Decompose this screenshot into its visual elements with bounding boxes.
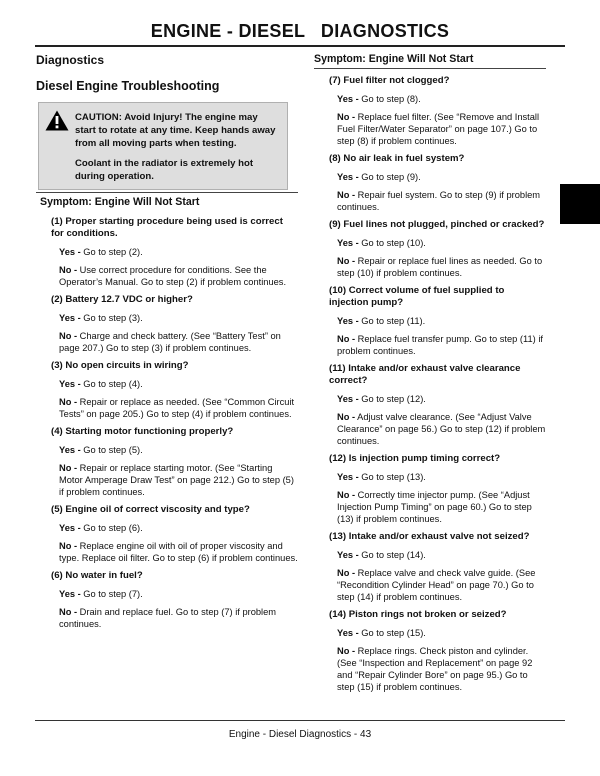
answer-label: Yes - [59,313,81,323]
answer-text: Replace engine oil with oil of proper viscosity and type. Replace oil filter. Go to step (6) if problem continues. [59,541,298,563]
step-answer-yes [329,237,546,249]
page-footer: Engine - Diesel Diagnostics - 43 [228,729,372,740]
answer-label: No - [337,256,356,266]
step-question: (5) Engine oil of correct viscosity and type? [51,504,250,515]
step-answer-yes [329,93,546,105]
answer-label: No - [59,463,78,473]
answer-label: No - [337,646,356,656]
answer-text: Go to step (7). [80,589,143,599]
answer-label: No - [337,334,356,344]
answer-text: Go to step (2). [80,247,143,257]
left-column [36,49,298,630]
step-answer-yes [51,522,298,534]
answer-label: Yes - [337,394,359,404]
section-tab [560,184,600,224]
step-answer-no [329,645,546,693]
step-question: (10) Correct volume of fuel supplied to injection pump? [329,285,505,308]
answer-label: No - [59,397,78,407]
answer-text: Go to step (8). [358,94,421,104]
answer-text: Replace fuel transfer pump. Go to step (11) if problem continues. [337,334,543,356]
answer-text: Replace fuel filter. (See “Remove and Install Fuel Filter/Water Separator” on page 107.) Go to step (8) if problem continues. [337,112,540,146]
step-answer-no [51,264,298,288]
answer-label: Yes - [59,589,81,599]
answer-text: Go to step (15). [358,628,426,638]
answer-label: Yes - [337,238,359,248]
step-answer-no [51,396,298,420]
step-list [314,75,546,693]
step-question: (4) Starting motor functioning properly? [51,426,234,437]
answer-text: Go to step (10). [358,238,426,248]
answer-label: Yes - [337,316,359,326]
caution-text: CAUTION: Avoid Injury! The engine may start to rotate at any time. Keep hands away from all moving parts when testing. [75,112,276,149]
answer-text: Repair fuel system. Go to step (9) if problem continues. [337,190,541,212]
header-rule [35,45,565,47]
answer-label: Yes - [59,445,81,455]
step-question: (12) Is injection pump timing correct? [329,453,501,464]
footer-rule [35,720,565,721]
answer-label: Yes - [59,523,81,533]
caution-text-coolant: Coolant in the radiator is extremely hot during operation. [75,158,254,182]
warning-triangle-icon [45,110,69,131]
answer-label: No - [59,541,78,551]
answer-text: Use correct procedure for conditions. See the Operator’s Manual. Go to step (2) if problem continues. [59,265,287,287]
answer-text: Go to step (12). [358,394,426,404]
answer-text: Go to step (9). [358,172,421,182]
step-question: (11) Intake and/or exhaust valve clearance correct? [329,363,521,386]
answer-text: Go to step (4). [80,379,143,389]
step-answer-no [329,489,546,525]
step-answer-no [329,189,546,213]
answer-label: Yes - [59,379,81,389]
step-question: (7) Fuel filter not clogged? [329,75,450,86]
answer-label: No - [337,190,356,200]
step-answer-yes [51,588,298,600]
step-list [36,216,298,630]
caution-box [38,102,288,190]
answer-text: Go to step (6). [80,523,143,533]
step-question: (1) Proper starting procedure being used is correct for conditions. [51,216,283,239]
section-title: Diagnostics [36,53,105,67]
answer-label: Yes - [59,247,81,257]
right-column [314,49,546,693]
answer-label: No - [59,265,78,275]
step-answer-no [329,567,546,603]
answer-text: Go to step (5). [80,445,143,455]
step-answer-yes [51,246,298,258]
step-answer-yes [329,549,546,561]
step-question: (6) No water in fuel? [51,570,143,581]
answer-text: Go to step (3). [80,313,143,323]
step-question: (13) Intake and/or exhaust valve not seized? [329,531,530,542]
answer-text: Adjust valve clearance. (See “Adjust Valve Clearance” on page 56.) Go to step (12) if problem continues. [337,412,546,446]
sub-title: Diesel Engine Troubleshooting [36,79,220,93]
answer-label: Yes - [337,628,359,638]
symptom-heading: Symptom: Engine Will Not Start [314,49,546,69]
step-answer-yes [329,315,546,327]
step-answer-no [51,462,298,498]
step-answer-no [329,411,546,447]
answer-text: Replace valve and check valve guide. (See “Recondition Cylinder Head” on page 70.) Go to step (14) if problem continues. [337,568,536,602]
answer-text: Go to step (13). [358,472,426,482]
answer-label: Yes - [337,172,359,182]
answer-label: No - [337,112,356,122]
answer-label: No - [337,568,356,578]
answer-label: Yes - [337,94,359,104]
step-answer-yes [51,312,298,324]
answer-text: Repair or replace as needed. (See “Common Circuit Tests” on page 205.) Go to step (4) if problem continues. [59,397,295,419]
answer-label: No - [59,331,78,341]
answer-label: Yes - [337,472,359,482]
answer-text: Repair or replace fuel lines as needed. Go to step (10) if problem continues. [337,256,543,278]
step-question: (2) Battery 12.7 VDC or higher? [51,294,193,305]
step-answer-no [51,540,298,564]
answer-text: Replace rings. Check piston and cylinder. (See “Inspection and Replacement” on page 92 and “Repair Cylinder Bore” on page 95.) Go to step (15) if problem continues. [337,646,533,692]
answer-label: No - [337,412,356,422]
page-header-title: ENGINE - DIESEL DIAGNOSTICS [150,21,450,41]
step-answer-yes [51,378,298,390]
step-answer-yes [329,393,546,405]
step-question: (14) Piston rings not broken or seized? [329,609,507,620]
answer-label: No - [59,607,78,617]
answer-label: Yes - [337,550,359,560]
step-answer-no [51,330,298,354]
answer-text: Go to step (14). [358,550,426,560]
step-question: (3) No open circuits in wiring? [51,360,189,371]
step-answer-yes [51,444,298,456]
step-question: (9) Fuel lines not plugged, pinched or cracked? [329,219,545,230]
step-answer-no [51,606,298,630]
step-answer-no [329,111,546,147]
answer-text: Repair or replace starting motor. (See “Starting Motor Amperage Draw Test” on page 212.) Go to step (5) if problem continues. [59,463,294,497]
step-answer-no [329,333,546,357]
step-answer-no [329,255,546,279]
step-answer-yes [329,471,546,483]
answer-text: Drain and replace fuel. Go to step (7) if problem continues. [59,607,277,629]
answer-text: Go to step (11). [358,316,426,326]
step-question: (8) No air leak in fuel system? [329,153,465,164]
answer-text: Correctly time injector pump. (See “Adjust Injection Pump Timing” on page 60.) Go to step (13) if problem continues. [337,490,532,524]
answer-text: Charge and check battery. (See “Battery Test” on page 207.) Go to step (3) if problem continues. [59,331,281,353]
step-answer-yes [329,627,546,639]
answer-label: No - [337,490,356,500]
step-answer-yes [329,171,546,183]
symptom-heading: Symptom: Engine Will Not Start [36,192,298,210]
